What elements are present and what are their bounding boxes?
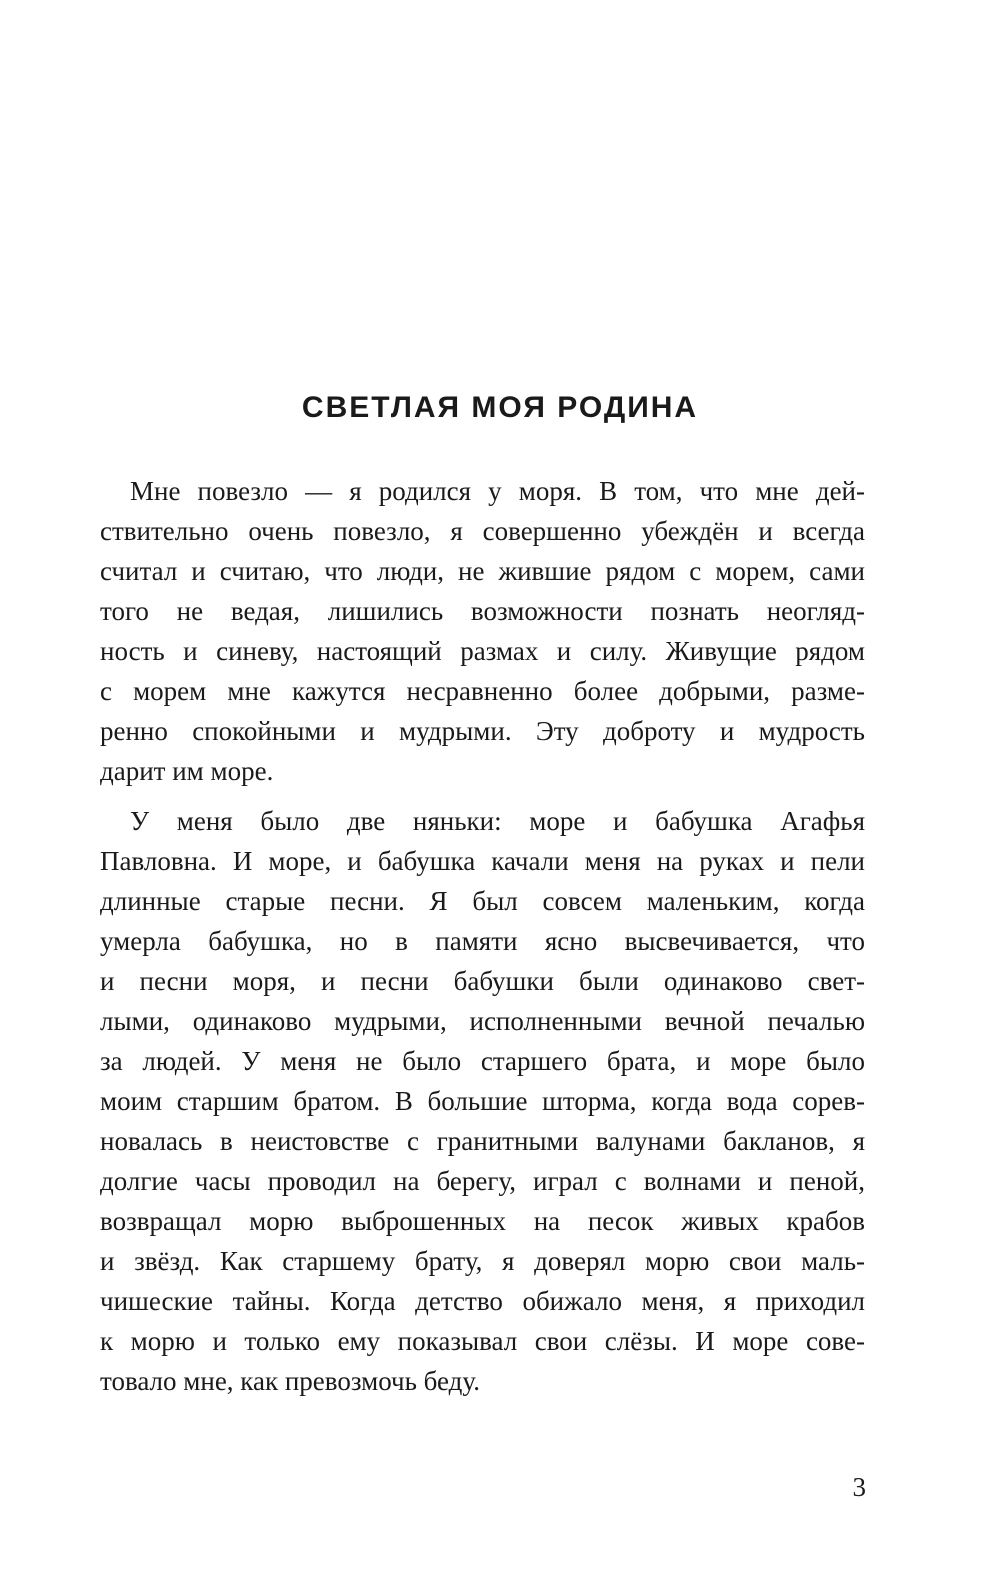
- text-line: У меня было две няньки: море и бабушка Агафья: [130, 806, 865, 836]
- text-line: моим старшим братом. В большие шторма, когда вода сорев-: [100, 1086, 865, 1116]
- text-line: долгие часы проводил на берегу, играл с волнами и пеной,: [100, 1166, 865, 1196]
- text-line: длинные старые песни. Я был совсем маленьким, когда: [100, 886, 865, 916]
- text-line: лыми, одинаково мудрыми, исполненными вечной печалью: [100, 1006, 865, 1036]
- text-line: умерла бабушка, но в памяти ясно высвечивается, что: [100, 926, 865, 956]
- text-line: за людей. У меня не было старшего брата, и море было: [100, 1046, 865, 1076]
- body-text: [100, 471, 865, 1401]
- text-line: дарит им море.: [100, 756, 274, 786]
- text-line: и песни моря, и песни бабушки были одинаково свет-: [100, 966, 865, 996]
- text-line: ствительно очень повезло, я совершенно убеждён и всегда: [100, 516, 865, 546]
- text-line: Мне повезло — я родился у моря. В том, что мне дей-: [130, 476, 865, 506]
- text-line: Павловна. И море, и бабушка качали меня на руках и пели: [100, 846, 865, 876]
- text-line: считал и считаю, что люди, не жившие рядом с морем, сами: [100, 556, 865, 586]
- text-line: того не ведая, лишились возможности познать неогляд-: [100, 596, 865, 626]
- text-line: и звёзд. Как старшему брату, я доверял морю свои маль-: [100, 1246, 865, 1276]
- text-line: возвращал морю выброшенных на песок живых крабов: [100, 1206, 865, 1236]
- chapter-title: СВЕТЛАЯ МОЯ РОДИНА: [301, 391, 699, 424]
- text-line: товало мне, как превозмочь беду.: [100, 1366, 480, 1396]
- text-line: ность и синеву, настоящий размах и силу. Живущие рядом: [100, 636, 865, 666]
- text-line: к морю и только ему показывал свои слёзы. И море сове-: [100, 1326, 865, 1356]
- page-number: 3: [852, 1472, 866, 1502]
- text-line: новалась в неистовстве с гранитными валунами бакланов, я: [100, 1126, 865, 1156]
- text-line: чишеские тайны. Когда детство обижало меня, я приходил: [100, 1286, 865, 1316]
- paragraph-1: [100, 471, 865, 791]
- text-line: ренно спокойными и мудрыми. Эту доброту и мудрость: [100, 716, 865, 746]
- text-line: с морем мне кажутся несравненно более добрыми, разме-: [100, 676, 865, 706]
- paragraph-2: [100, 801, 865, 1401]
